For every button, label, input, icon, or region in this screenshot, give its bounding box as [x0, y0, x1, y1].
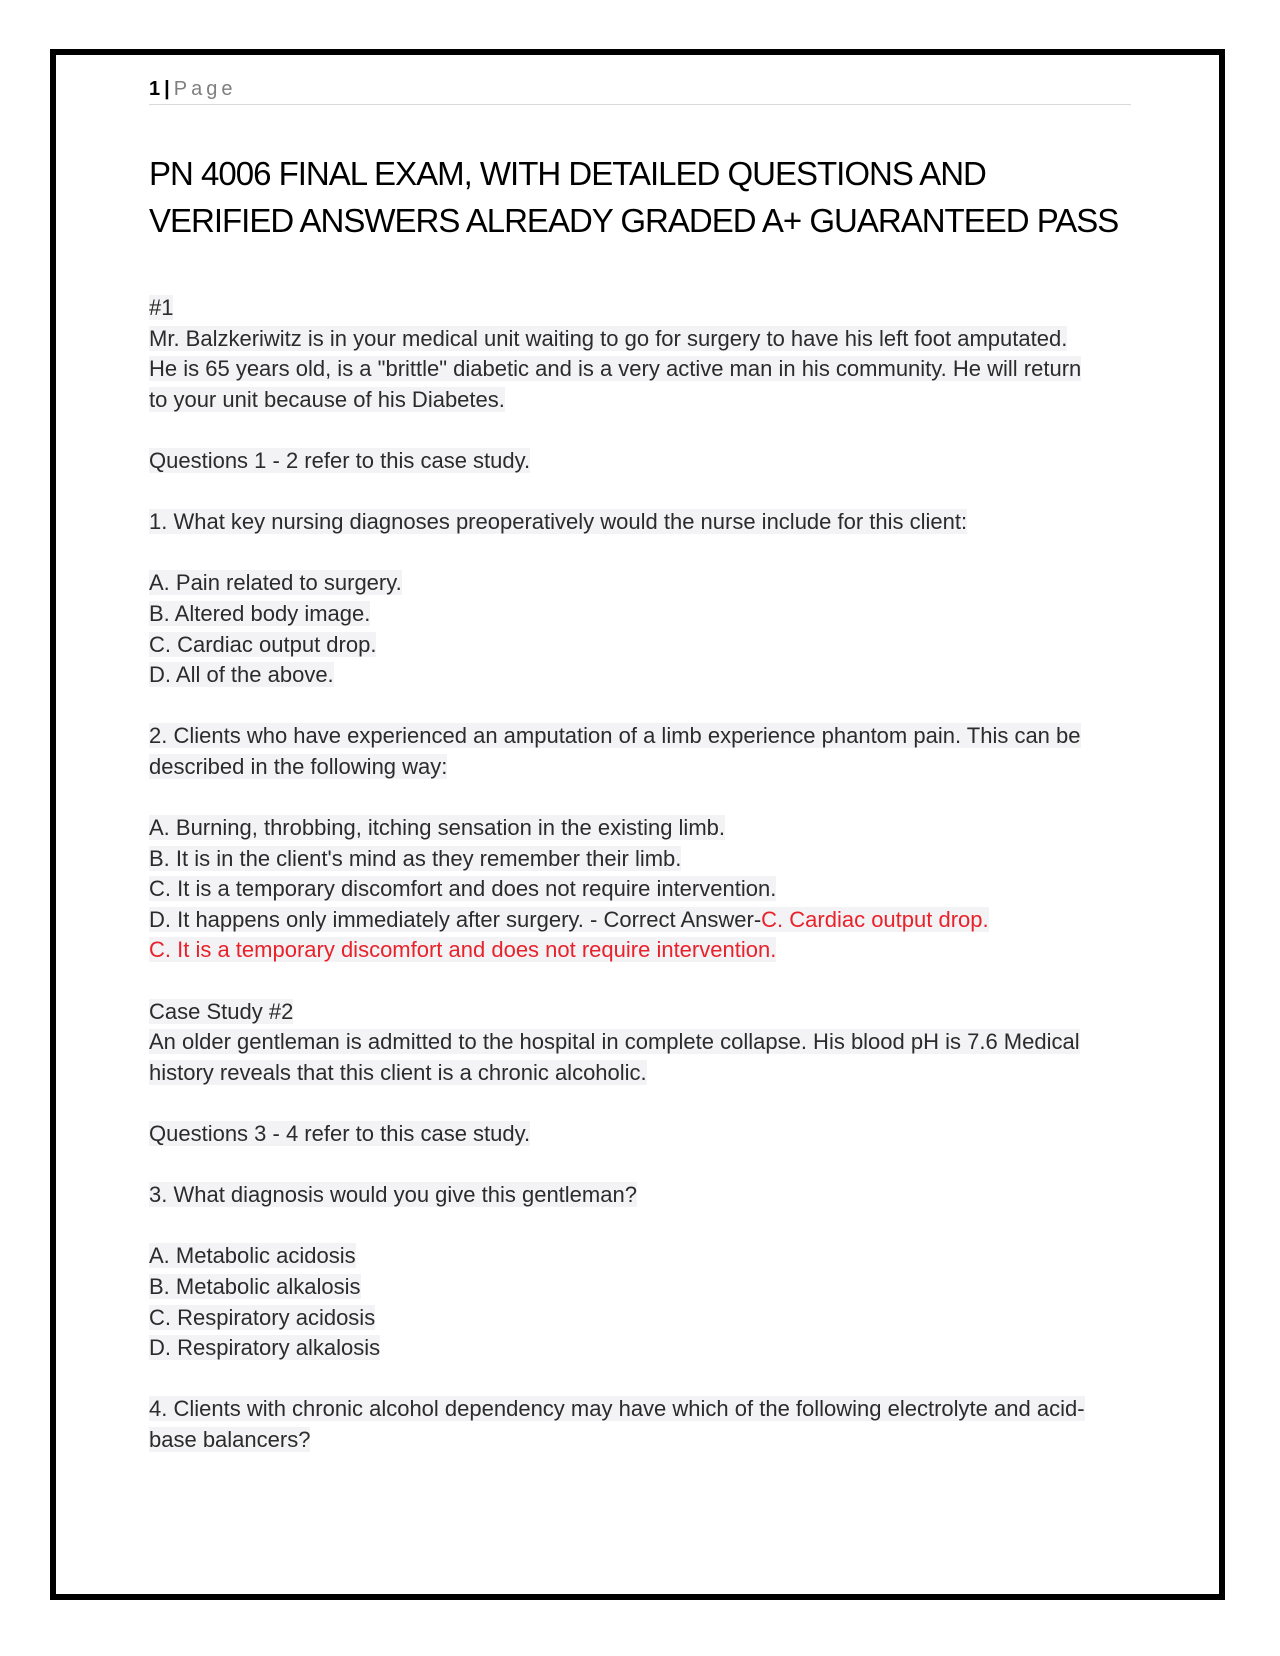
option-item: D. Respiratory alkalosis [149, 1335, 381, 1361]
question-2-options [149, 813, 1149, 966]
document-title [149, 150, 1149, 244]
question-2 [149, 721, 1149, 782]
page-number: 1 [149, 78, 161, 100]
refer-text: Questions 1 - 2 refer to this case study. [149, 447, 531, 473]
question-4 [149, 1394, 1149, 1455]
question-text: 2. Clients who have experienced an amputation of a limb experience phantom pain. This can be [149, 723, 1081, 749]
option-item: C. It is a temporary discomfort and does not require intervention. [149, 876, 777, 902]
case-text-line: An older gentleman is admitted to the hospital in complete collapse. His blood pH is 7.6 Medical [149, 1029, 1080, 1055]
question-text: 3. What diagnosis would you give this gentleman? [149, 1182, 637, 1208]
option-item: A. Metabolic acidosis [149, 1243, 356, 1269]
document-body [149, 293, 1149, 1486]
case-text-line: history reveals that this client is a chronic alcoholic. [149, 1059, 647, 1085]
case-study-2 [149, 997, 1149, 1089]
option-item: B. It is in the client's mind as they remember their limb. [149, 845, 682, 871]
option-item: D. All of the above. [149, 662, 334, 688]
page-header [149, 76, 1131, 105]
option-item: C. Respiratory acidosis [149, 1304, 376, 1330]
case-text-line: to your unit because of his Diabetes. [149, 386, 505, 412]
correct-answer-2: C. It is a temporary discomfort and does not require intervention. [149, 937, 777, 963]
case-study-1 [149, 293, 1149, 415]
option-item: D. It happens only immediately after surgery. - Correct Answer- [149, 906, 762, 932]
page-separator: | [164, 78, 170, 100]
question-text: 4. Clients with chronic alcohol dependency may have which of the following electrolyte and acid- [149, 1396, 1085, 1422]
case-text-line: He is 65 years old, is a "brittle" diabetic and is a very active man in his community. He will return [149, 356, 1082, 382]
option-item: A. Pain related to surgery. [149, 570, 402, 596]
question-text: 1. What key nursing diagnoses preoperatively would the nurse include for this client: [149, 509, 968, 535]
question-text: described in the following way: [149, 753, 448, 779]
question-text: base balancers? [149, 1426, 311, 1452]
question-3-options [149, 1241, 1149, 1363]
case-refer-note [149, 1119, 1149, 1150]
option-item: B. Metabolic alkalosis [149, 1274, 361, 1299]
case-heading: Case Study #2 [149, 998, 294, 1024]
option-item: C. Cardiac output drop. [149, 631, 377, 657]
case-refer-note [149, 446, 1149, 477]
question-3 [149, 1180, 1149, 1211]
question-1 [149, 507, 1149, 538]
title-line-1: PN 4006 FINAL EXAM, WITH DETAILED QUESTIONS AND [149, 155, 986, 192]
question-1-options [149, 568, 1149, 690]
page-label: Page [173, 78, 237, 100]
case-heading: #1 [149, 295, 174, 320]
correct-answer-1: C. Cardiac output drop. [761, 906, 989, 932]
case-text-line: Mr. Balzkeriwitz is in your medical unit waiting to go for surgery to have his left foot amputated. [149, 325, 1068, 351]
option-item: A. Burning, throbbing, itching sensation in the existing limb. [149, 815, 725, 841]
option-item: B. Altered body image. [149, 600, 371, 626]
refer-text: Questions 3 - 4 refer to this case study. [149, 1121, 531, 1147]
title-line-2: VERIFIED ANSWERS ALREADY GRADED A+ GUARANTEED PASS [149, 202, 1119, 239]
